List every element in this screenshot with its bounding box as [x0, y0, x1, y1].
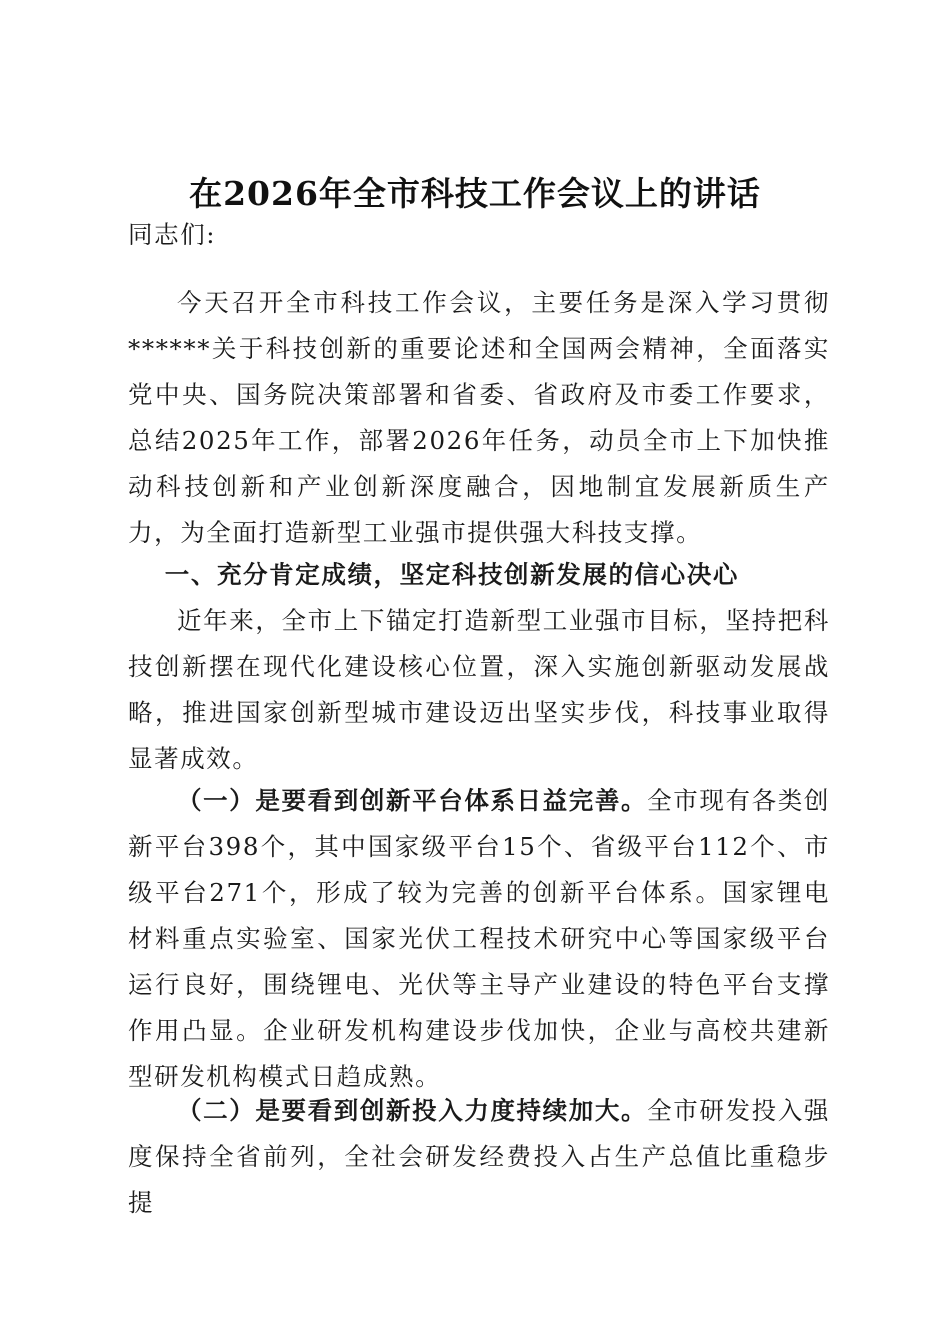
opening-paragraph: 今天召开全市科技工作会议，主要任务是深入学习贯彻******关于科技创新的重要论述和全国两会精神，全面落实党中央、国务院决策部署和省委、省政府及市委工作要求，总结2025年工作，部署2026年任务，动员全市上下加快推动科技创新和产业创新深度融合，因地制宜发展新质生产力，为全面打造新型工业强市提供强大科技支撑。 [128, 288, 830, 547]
subsection-2-lead: （二）是要看到创新投入力度持续加大。 [177, 1096, 648, 1125]
subsection-2-paragraph [128, 1088, 830, 1226]
subsection-1-lead: （一）是要看到创新平台体系日益完善。 [177, 786, 648, 815]
document-title: 在2026年全市科技工作会议上的讲话 [189, 174, 761, 213]
salutation: 同志们: [128, 220, 217, 249]
subsection-2-text: 全市研发投入强度保持全省前列，全社会研发经费投入占生产总值比重稳步提 [128, 1096, 830, 1217]
section-1-intro-paragraph: 近年来，全市上下锚定打造新型工业强市目标，坚持把科技创新摆在现代化建设核心位置，深入实施创新驱动发展战略，推进国家创新型城市建设迈出坚实步伐，科技事业取得显著成效。 [128, 606, 830, 773]
section-heading-1: 一、充分肯定成绩，坚定科技创新发展的信心决心 [164, 560, 739, 589]
subsection-1-paragraph [128, 778, 830, 1100]
subsection-1-text: 全市现有各类创新平台398个，其中国家级平台15个、省级平台112个、市级平台271个，形成了较为完善的创新平台体系。国家锂电材料重点实验室、国家光伏工程技术研究中心等国家级平台运行良好，围绕锂电、光伏等主导产业建设的特色平台支撑作用凸显。企业研发机构建设步伐加快，企业与高校共建新型研发机构模式日趋成熟。 [128, 786, 830, 1091]
